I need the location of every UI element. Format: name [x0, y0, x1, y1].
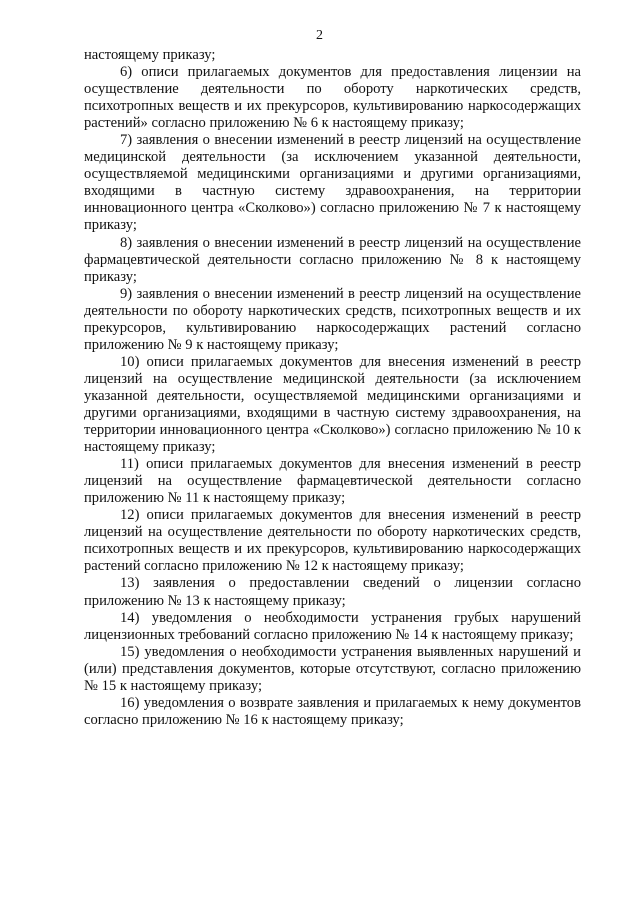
page-number: 2 — [316, 28, 323, 43]
list-item-15: 15) уведомления о необходимости устранения выявленных нарушений и (или) представления документов, которые отсутствуют, согласно приложению № 15 к настоящему приказу; — [84, 643, 581, 694]
paragraph-continuation: настоящему приказу; — [84, 47, 216, 63]
list-item-12: 12) описи прилагаемых документов для внесения изменений в реестр лицензий на осуществление деятельности по обороту наркотических средств, психотропных веществ и их прекурсоров, культивированию наркосодержащих растений согласно приложению № 12 к настоящему приказу; — [84, 507, 581, 575]
document-body — [84, 47, 581, 729]
list-item-14: 14) уведомления о необходимости устранения грубых нарушений лицензионных требований согласно приложению № 14 к настоящему приказу; — [84, 609, 581, 643]
list-item-7: 7) заявления о внесении изменений в реестр лицензий на осуществление медицинской деятельности (за исключением указанной деятельности, осуществляемой медицинскими организациями и другими организациями, входящими в частную систему здравоохранения, на территории инновационного центра «Сколково») согласно приложению № 7 к настоящему приказу; — [84, 132, 581, 234]
list-item-11: 11) описи прилагаемых документов для внесения изменений в реестр лицензий на осуществление фармацевтической деятельности согласно приложению № 11 к настоящему приказу; — [84, 456, 581, 507]
list-item-9: 9) заявления о внесении изменений в реестр лицензий на осуществление деятельности по обороту наркотических средств, психотропных веществ и их прекурсоров, культивированию наркосодержащих растений согласно приложению № 9 к настоящему приказу; — [84, 285, 581, 353]
list-item-6: 6) описи прилагаемых документов для предоставления лицензии на осуществление деятельности по обороту наркотических средств, психотропных веществ и их прекурсоров, культивированию наркосодержащих растений» согласно приложению № 6 к настоящему приказу; — [84, 64, 581, 132]
list-item-13: 13) заявления о предоставлении сведений о лицензии согласно приложению № 13 к настоящему приказу; — [84, 575, 581, 609]
list-item-16: 16) уведомления о возврате заявления и прилагаемых к нему документов согласно приложению № 16 к настоящему приказу; — [84, 694, 581, 728]
list-item-8: 8) заявления о внесении изменений в реестр лицензий на осуществление фармацевтической деятельности согласно приложению № 8 к настоящему приказу; — [84, 234, 581, 285]
list-item-10: 10) описи прилагаемых документов для внесения изменений в реестр лицензий на осуществление медицинской деятельности (за исключением указанной деятельности, осуществляемой медицинскими организациями и другими организациями, входящими в частную систему здравоохранения, на территории инновационного центра «Сколково») согласно приложению № 10 к настоящему приказу; — [84, 353, 581, 456]
